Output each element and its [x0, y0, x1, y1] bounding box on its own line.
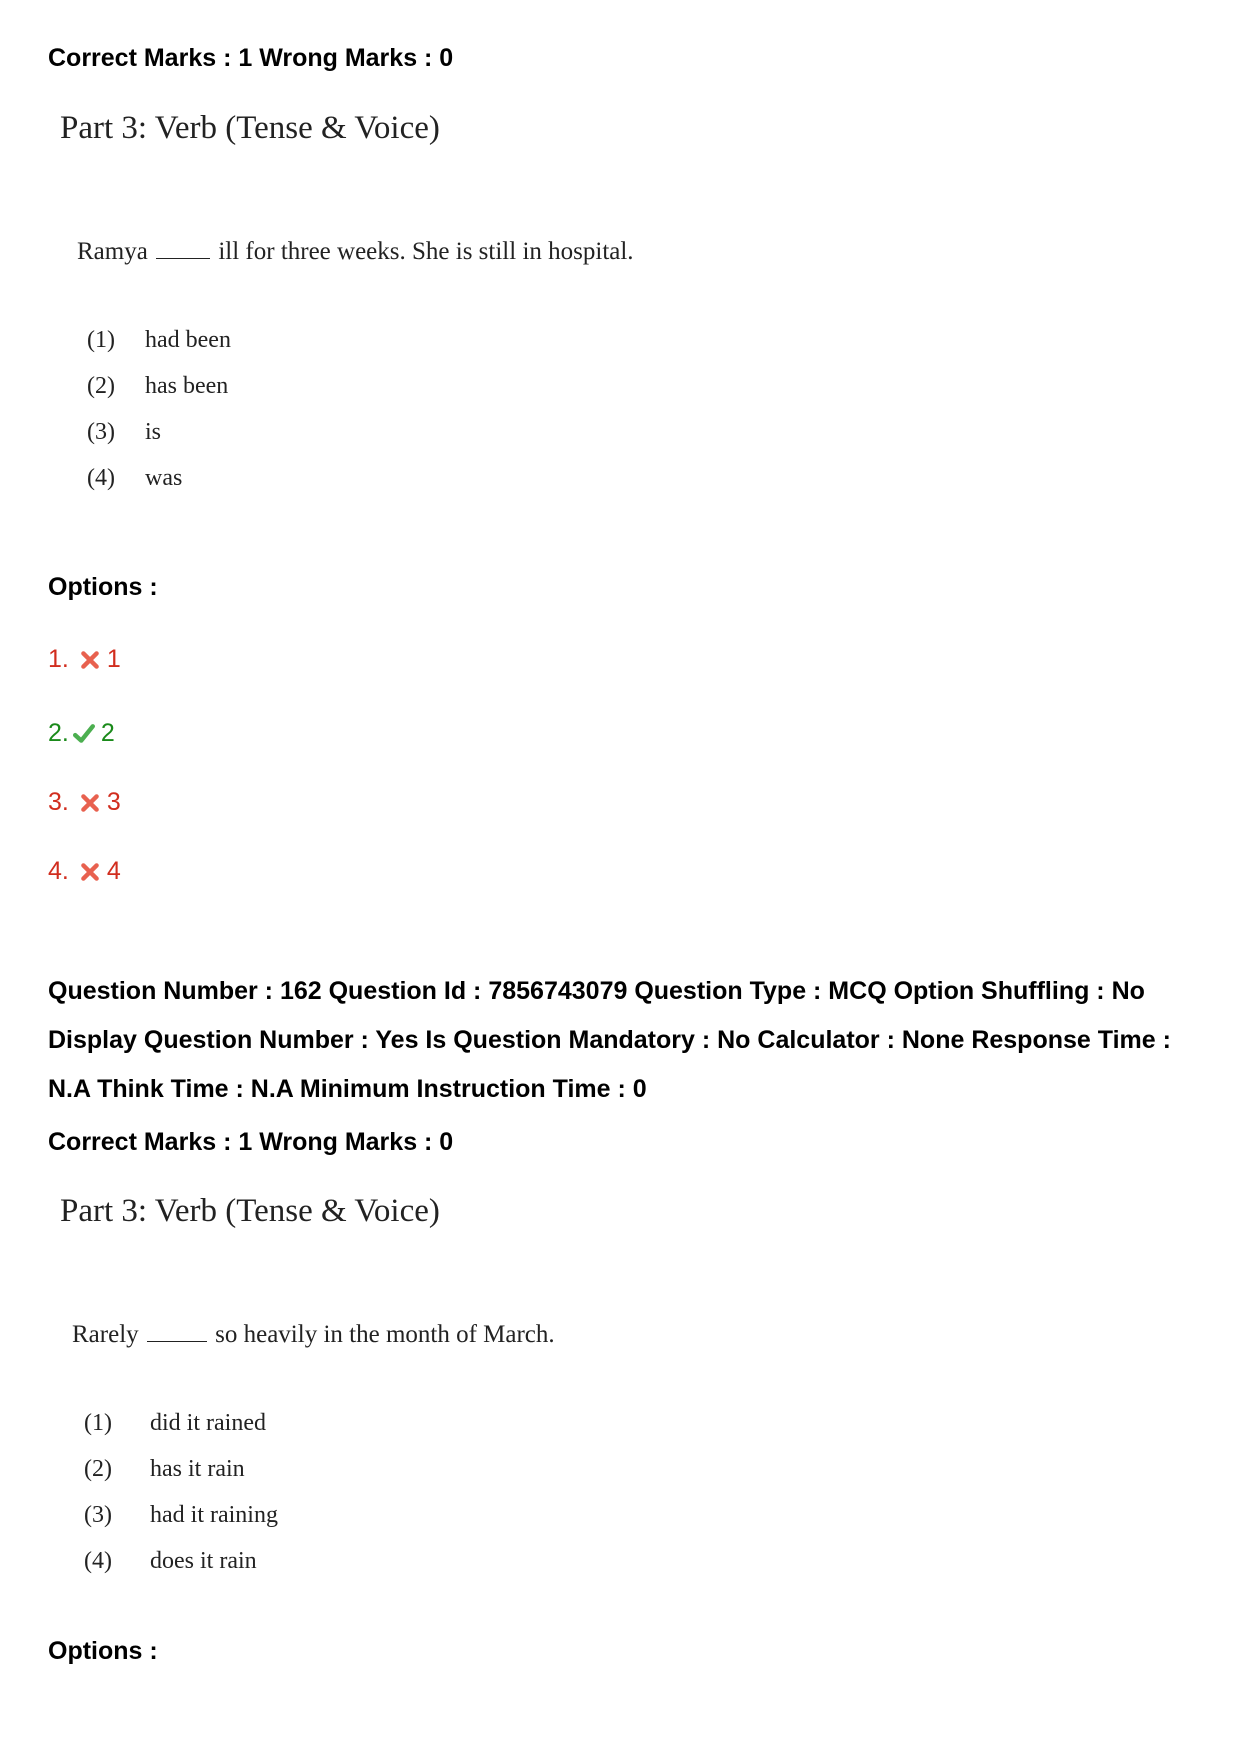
answer-choice [87, 409, 231, 455]
choice-text: had it raining [150, 1501, 278, 1528]
question-text-after-blank: so heavily in the month of March. [215, 1321, 555, 1348]
choice-text: has been [145, 372, 229, 399]
option-value: 2 [100, 719, 115, 747]
option-3 [48, 788, 121, 817]
choice-number: (3) [87, 418, 115, 445]
option-index: 3. [48, 788, 69, 816]
part-title: Part 3: Verb (Tense & Voice) [60, 1193, 440, 1229]
question-text [77, 236, 634, 266]
answer-choices [84, 1400, 278, 1584]
option-value: 3 [106, 788, 121, 816]
choice-number: (2) [84, 1455, 112, 1482]
answer-blank [147, 1319, 207, 1342]
marks-line: Correct Marks : 1 Wrong Marks : 0 [48, 1128, 454, 1156]
choice-number: (1) [84, 1409, 112, 1436]
answer-choice [87, 363, 231, 409]
choice-text: had been [145, 326, 231, 353]
marks-line: Correct Marks : 1 Wrong Marks : 0 [48, 44, 454, 72]
option-1 [48, 645, 121, 674]
answer-choice [84, 1446, 278, 1492]
choice-number: (3) [84, 1501, 112, 1528]
question-text-before-blank: Rarely [72, 1321, 139, 1348]
options-label: Options : [48, 573, 158, 601]
question-text-after-blank: ill for three weeks. She is still in hospital. [218, 238, 634, 265]
choice-text: did it rained [150, 1409, 266, 1436]
question-meta: Question Number : 162 Question Id : 7856743079 Question Type : MCQ Option Shuffling : No Display Question Number : Yes Is Question Mandatory : No Calculator : None Response Time : N.A Think Time : N.A Minimum Instruction Time : 0 [48, 977, 1171, 1103]
option-2 [48, 719, 115, 748]
option-index: 4. [48, 857, 69, 885]
option-4 [48, 857, 121, 886]
cross-icon [79, 649, 101, 671]
question-text-before-blank: Ramya [77, 238, 148, 265]
choice-text: does it rain [150, 1547, 257, 1574]
choice-text: has it rain [150, 1455, 245, 1482]
option-value: 1 [106, 645, 121, 673]
answer-choice [84, 1400, 278, 1446]
part-title: Part 3: Verb (Tense & Voice) [60, 110, 440, 146]
cross-icon [79, 792, 101, 814]
choice-number: (4) [87, 464, 115, 491]
answer-choice [84, 1492, 278, 1538]
options-label: Options : [48, 1637, 158, 1665]
cross-icon [79, 861, 101, 883]
answer-choice [87, 455, 231, 501]
option-index: 1. [48, 645, 69, 673]
answer-choice [84, 1538, 278, 1584]
answer-choice [87, 317, 231, 363]
question-text [72, 1319, 555, 1349]
choice-number: (2) [87, 372, 115, 399]
choice-number: (1) [87, 326, 115, 353]
answer-blank [156, 236, 210, 259]
choice-number: (4) [84, 1547, 112, 1574]
choice-text: is [145, 418, 162, 445]
option-index: 2. [48, 719, 69, 747]
answer-choices [87, 317, 231, 501]
check-icon [73, 723, 95, 745]
choice-text: was [145, 464, 183, 491]
option-value: 4 [106, 857, 121, 885]
